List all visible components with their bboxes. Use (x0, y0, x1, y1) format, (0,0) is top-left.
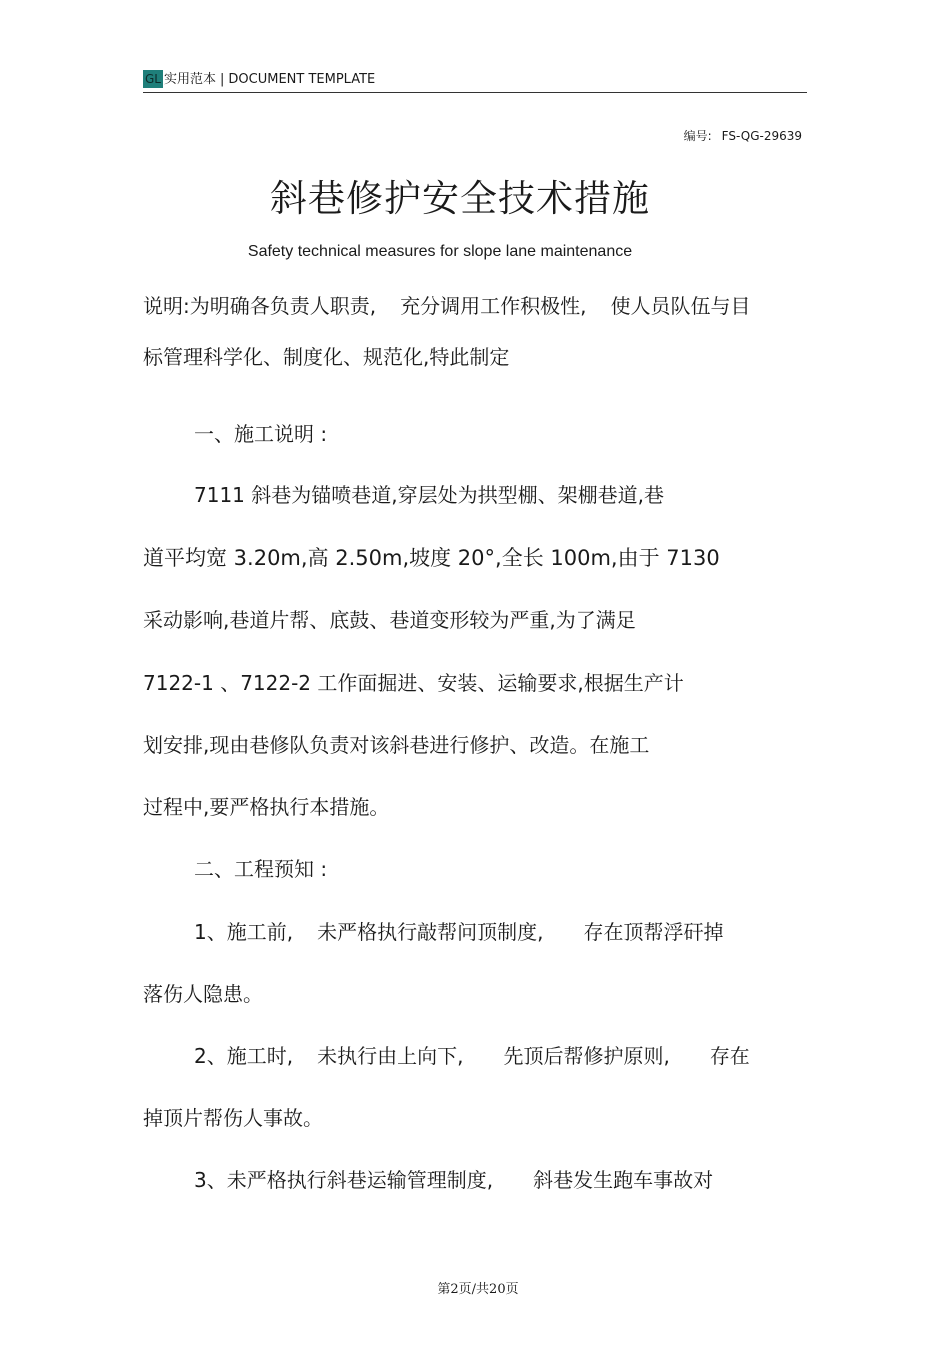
document-number (684, 127, 802, 144)
text-segment: 1、施工前, (194, 920, 294, 944)
template-label: DOCUMENT TEMPLATE (228, 72, 376, 87)
body-line (194, 916, 723, 945)
text-segment: 先顶后帮修护原则, (503, 1044, 670, 1068)
text-segment: 2、施工时, (194, 1044, 294, 1068)
logo: GL (145, 72, 161, 86)
text-segment: 存在 (709, 1044, 750, 1068)
page-footer: 第2页/共20页 (437, 1282, 519, 1297)
body-line: 掉顶片帮伤人事故。 (143, 1106, 323, 1130)
body-line: 落伤人隐患。 (143, 982, 263, 1006)
section-heading: 一、施工说明 : (194, 422, 328, 446)
text-segment: 充分调用工作积极性, (400, 294, 587, 318)
text-segment: 未严格执行敲帮问顶制度, (317, 920, 544, 944)
text-segment: 3、未严格执行斜巷运输管理制度, (194, 1168, 494, 1192)
page-subtitle: Safety technical measures for slope lane maintenance (247, 243, 633, 260)
document-header (143, 70, 807, 93)
section-heading: 二、工程预知 : (194, 857, 328, 881)
body-line: 过程中,要严格执行本措施。 (143, 795, 390, 819)
text-segment: 存在顶帮浮矸掉 (583, 920, 724, 944)
header-separator: | (220, 72, 225, 87)
text-segment: 未执行由上向下, (317, 1044, 464, 1068)
body-line: 标管理科学化、制度化、规范化,特此制定 (143, 345, 510, 369)
body-line (194, 1164, 713, 1193)
body-line: 道平均宽 3.20m,高 2.50m,坡度 20°,全长 100m,由于 7130 (143, 546, 720, 570)
document-number-value: FS-QG-29639 (721, 129, 802, 143)
brand-name: 实用范本 (163, 72, 216, 87)
body-line: 划安排,现由巷修队负责对该斜巷进行修护、改造。在施工 (143, 733, 650, 757)
body-line (194, 1040, 750, 1069)
document-number-label: 编号: (683, 129, 712, 143)
body-line: 7122-1 、7122-2 工作面掘进、安装、运输要求,根据生产计 (143, 671, 684, 695)
text-segment: 说明:为明确各负责人职责, (143, 294, 377, 318)
body-line: 采动影响,巷道片帮、底鼓、巷道变形较为严重,为了满足 (143, 608, 636, 632)
body-line (143, 290, 750, 319)
text-segment: 斜巷发生跑车事故对 (533, 1168, 714, 1192)
text-segment: 使人员队伍与目 (610, 294, 751, 318)
page-title: 斜巷修护安全技术措施 (270, 177, 650, 220)
body-line: 7111 斜巷为锚喷巷道,穿层处为拱型棚、架棚巷道,巷 (194, 483, 664, 507)
